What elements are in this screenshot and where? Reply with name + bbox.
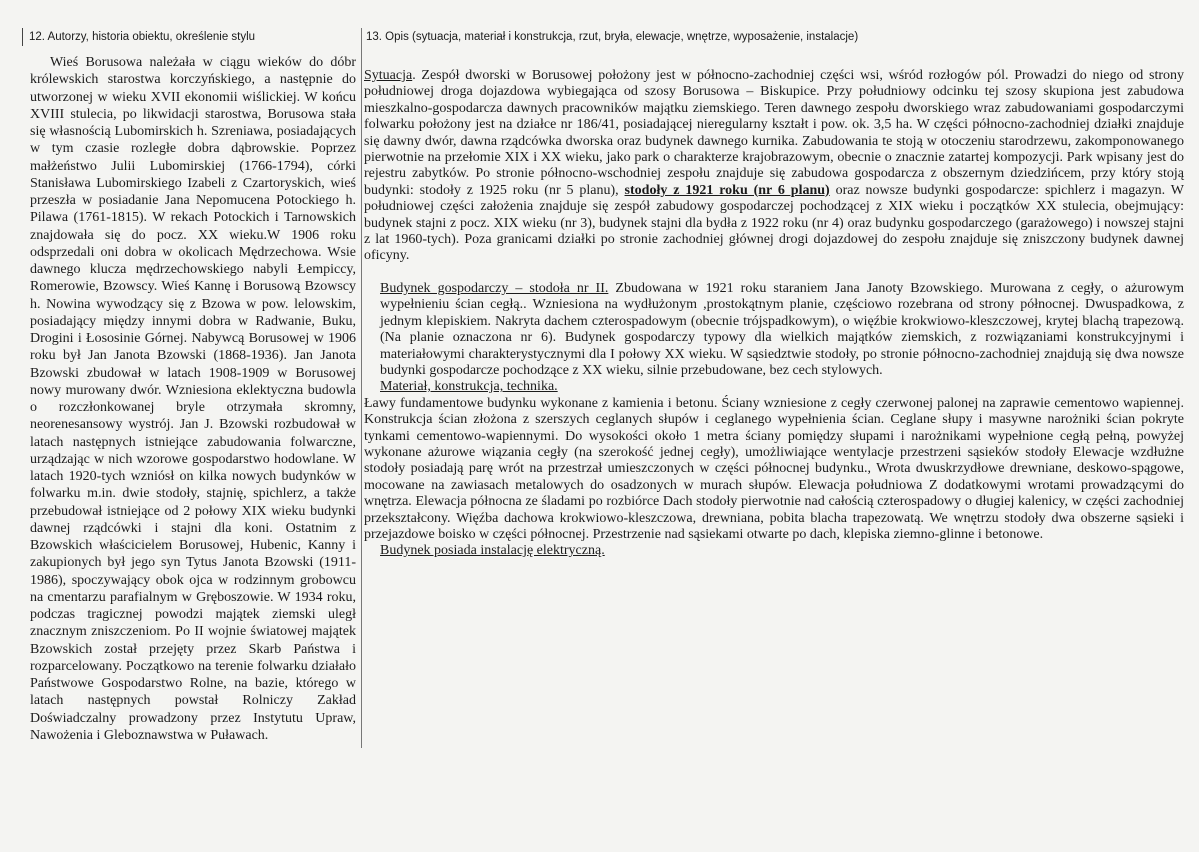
- sytuacja-label: Sytuacja: [364, 68, 413, 83]
- budynek-label: Budynek gospodarczy – stodoła nr II.: [380, 280, 609, 296]
- history-column: [22, 28, 356, 748]
- description-text: [364, 68, 1184, 560]
- instalacje-label: Budynek posiada instalację elektryczną.: [380, 543, 605, 559]
- material-heading-line: [364, 379, 1184, 395]
- material-label: Materiał, konstrukcja, technika.: [380, 379, 558, 395]
- instalacje-line: [364, 543, 1184, 559]
- budynek-text: Zbudowana w 1921 roku staraniem Jana Janoty Bzowskiego. Murowana z cegły, o ażurowym wypełnieniu ścian cegłą.. Wzniesiona na wydłużonym ,prostokątnym planie, częściowo rozebrana od strony północnej. Dwuspadkowa, z jednym klepiskiem. Nakryta dachem czterospadowym (obecnie trójspadkowym), o więźbie krokwiowo-kleszczowej, krytej blachą trapezową. (Na planie oznaczona nr 6). Budynek gospodarczy typowy dla wielkich majątków ziemskich, z rozwiązaniami konstrukcyjnymi i materiałowymi charakterystycznymi dla I połowy XX wieku. W sąsiedztwie stodoły, po stronie północno-zachodniej znajdują się dwa nowsze budynki gospodarcze pochodzące z XX wieku, silnie przebudowane, bez cech stylowych.: [380, 280, 1184, 378]
- budynek-paragraph: [364, 281, 1184, 379]
- column-divider: [361, 28, 362, 748]
- description-column: [364, 28, 1184, 560]
- sytuacja-paragraph: [364, 68, 1184, 265]
- sytuacja-text-a: . Zespół dworski w Borusowej położony jest w północno-zachodniej części wsi, wśród rozłogów pól. Prowadzi do niego od strony południowej droga dojazdowa wybiegająca od szosy Borusowa – Biskupice. Przy południowy odcinku tej szosy skupiona jest zabudowa mieszkalno-gospodarcza dawnych pracowników majątku ziemskiego. Teren dawnego zespołu dworskiego wraz zabudowaniami gospodarczymi folwarku położony jest na działce nr 186/41, posiadającej nieregularny kształt i pow. ok. 3,5 ha. W części północno-zachodniej działki znajduje się dawny dwór, dawna rządcówka dworska oraz budynek dawnego kurnika. Zabudowania te stoją w otoczeniu starodrzewu, zakomponowanego pierwotnie na przełomie XIX i XX wieku, jako park o charakterze krajobrazowym, obecnie o znacznie zatartej kompozycji. Park wpisany jest do rejestru zabytków. Po stronie północno-wschodniej zespołu znajduje się zabudowa gospodarcza z obszernym dziedzińcem, przy który stoją budynki: stodoły z 1925 roku (nr 5 planu),: [364, 68, 1184, 198]
- material-paragraph: Ławy fundamentowe budynku wykonane z kamienia i betonu. Ściany wzniesione z cegły czerwonej palonej na zaprawie cementowo wapiennej. Konstrukcja ścian złożona z szerszych ceglanych słupów i ceglanego wypełnienia ścian. Ceglane słupy i masywne narożniki ścian pokryte tynkami cementowo-wapiennymi. Do wysokości około 1 metra ściany pomiędzy słupami i narożnikami wypełnione cegłą pełną, powyżej wykonane ażurowe wiązania cegły (na szerokość jednej cegły), umożliwiające wentylacje przestrzeni sąsieków stodoły Elewacje wzdłużne stodoły posiadają parę wrót na przestrzał umieszczonych w części północnej budynku., Wrota dwuskrzydłowe drewniane, deskowo-spągowe, mocowane na zawiasach metalowych do osadzonych w murach słupów. Elewacja południowa Z dodatkowymi wrotami prowadzącymi do wnętrza. Elewacja północna ze śladami po rozbiórce Dach stodoły pierwotnie nad całością czterospadowy o długiej kalenicy, w części zachodniej przekształcony. Więźba dachowa krokwiowo-kleszczowa, drewniana, pobita blacha trapezowatą. We wnętrzu stodoły dwa obszerne sąsieki i przejazdowe boisko w części północnej. Przestrzenie nad sąsiekami otwarte po dach, klepiska ziemno-glinne i betonowe.: [364, 395, 1184, 542]
- history-text: Wieś Borusowa należała w ciągu wieków do dóbr królewskich starostwa korczyńskiego, a następnie do utworzonej w wieku XVII ekonomii wiślickiej. W końcu XVIII stulecia, po likwidacji starostwa, Borusowa stała się własnością Lubomirskich h. Szreniawa, posiadających w tym czasie rozległe dobra dąbrowskie. Poprzez małżeństwo Julii Lubomirskiej (1766-1794), córki Stanisława Lubomirskiego Izabeli z Czartoryskich, wieś przeszła w posiadanie Jana Nepomucena Potockiego h. Pilawa (1761-1815). W rekach Potockich i Tarnowskich znajdowała się do pocz. XX wieku.W 1906 roku odsprzedali oni dobra w okolicach Mędrzechowa. Wsie dawnego klucza mędrzechowskiego nabyli Łempiccy, Romerowie, Bzowscy. Wieś Kannę i Borusową Bzowscy h. Nowina wywodzący się z Bzowa w pow. lelowskim, posiadający między innymi dobra w Radwanie, Buku, Drogini i Łososinie Górnej. Nabywcą Borusowej w 1906 roku był Jan Janota Bzowski (1868-1936). Jan Janota Bzowski zbudował w latach 1908-1909 w Borusowej nowy murowany dwór. Wzniesiona eklektyczna budowla o rozczłonkowanej bryle otrzymała skromny, neorenesansowy wystrój. Jan J. Bzowski rozbudował w latach następnych istniejące zabudowania folwarczne, urządzając w nich wzorowe gospodarstwo hodowlane. W latach 1920-tych wzniósł on kilka nowych budynków w folwarku m.in. dwie stodoły, stajnię, spichlerz, a także przebudował istniejące od 2 połowy XIX wieku budynki dawnej rządcówki i stajni dla koni. Ostatnim z Bzowskich właścicielem Borusowej, Hubenic, Kanny i zakupionych był jego syn Tytus Janota Bzowski (1911-1986), spoczywający obok ojca w rodzinnym grobowcu na cmentarzu parafialnym w Gręboszowie. W 1934 roku, podczas tragicznej powodzi majątek ziemski uległ znacznym zniszczeniom. Po II wojnie światowej majątek Bzowskich został przejęty przez Skarb Państwa i rozparcelowany. Początkowo na terenie folwarku działało Państwowe Gospodarstwo Rolne, na bazie, którego w latach następnych powstał Rolniczy Zakład Doświadczalny prowadzony przez Instytutu Upraw, Nawożenia i Gleboznawstwa w Puławach.: [30, 55, 356, 743]
- description-heading: 13. Opis (sytuacja, materiał i konstrukcja, rzut, bryła, elewacje, wnętrze, wyposażenie, instalacje): [366, 31, 859, 43]
- sytuacja-bold: stodoły z 1921 roku (nr 6 planu): [624, 182, 830, 198]
- history-heading: 12. Autorzy, historia obiektu, określenie stylu: [22, 28, 356, 46]
- sytuacja-text-b: oraz nowsze budynki gospodarcze: spichlerz i magazyn. W południowej części założenia znajduje się zespół zabudowy gospodarczej pochodzącej z XIX wieku i początków XX stulecia, obejmujący: budynek stajni z pocz. XIX wieku (nr 3), budynek stajni dla bydła z 1922 roku (nr 4) oraz budynku gospodarczego (garażowego) i nowszej stajni z lat 1960-tych). Poza granicami działki po stronie zachodniej głównej drogi dojazdowej do zespołu znajduje się zniszczony budynek dawnej oficyny.: [364, 182, 1184, 264]
